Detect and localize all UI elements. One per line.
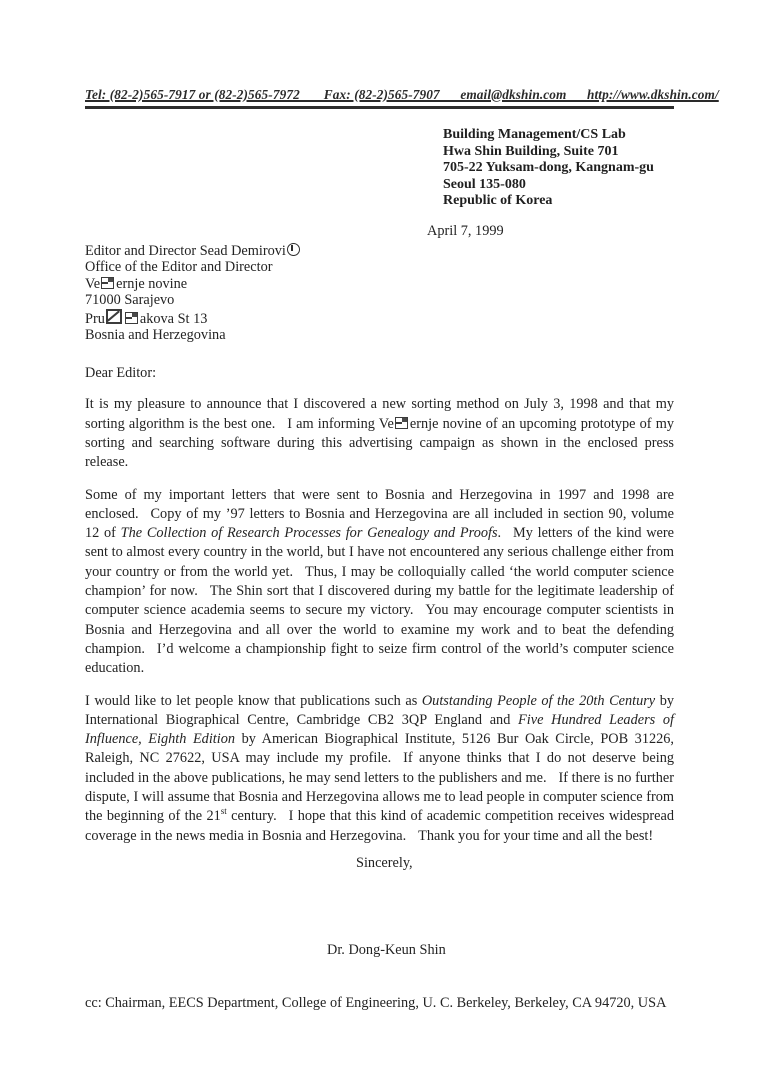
circle-mark-missing-glyph-icon <box>287 243 300 256</box>
text-run: I would like to let people know that publications such as <box>85 692 422 709</box>
recipient-line <box>85 243 674 259</box>
sender-address-line: 705-22 Yuksam-dong, Kangnam-gu <box>443 160 654 176</box>
body-paragraph-2 <box>85 486 674 679</box>
body-paragraph-1 <box>85 395 674 472</box>
text-run: st <box>220 806 227 817</box>
sender-address-block <box>443 127 674 210</box>
text-run: by American Biographical Institute, 5126 Bur Oak Circle, POB 31226, Raleigh, NC 27622, USA may include my profile. If anyone thinks that I do not deserve being included in the above publications, he may send letters to the publishers and me. If there is no further dispute, I will assume that Bosnia and Herzegovina allows me to lead people in computer science from the beginning of the 21 <box>85 731 674 825</box>
date-line: April 7, 1999 <box>427 222 504 239</box>
text-run: ernje novine <box>116 275 188 292</box>
box-diag-missing-glyph-icon <box>106 309 122 324</box>
recipient-line <box>85 309 674 327</box>
text-run: akova St 13 <box>139 310 208 327</box>
sender-address-line: Hwa Shin Building, Suite 701 <box>443 143 619 159</box>
text-run: century. I hope that this kind of academic competition receives widespread coverage in the news media in Bosnia and Herzegovina. Thank you for your time and all the best! <box>85 808 674 844</box>
box-dash-missing-glyph-icon <box>125 312 138 324</box>
sender-address-line: Seoul 135-080 <box>443 176 526 192</box>
letter-content <box>85 86 719 1012</box>
body-paragraph-3 <box>85 692 674 846</box>
recipient-line <box>85 327 674 343</box>
letterhead-contact-text: Tel: (82-2)565-7917 or (82-2)565-7972 Fax: (82-2)565-7907 email@dkshin.com http://www.dkshin.com/ <box>85 87 719 102</box>
text-run: by International Biographical Centre, Cambridge CB2 3QP England and <box>85 692 674 728</box>
text-run: Outstanding People of the 20th Century <box>421 692 656 709</box>
salutation: Dear Editor: <box>85 365 157 382</box>
recipient-line <box>85 292 674 308</box>
text-run: Office of the Editor and Director <box>85 259 273 276</box>
signature-name: Dr. Dong-Keun Shin <box>327 941 446 958</box>
cc-line: cc: Chairman, EECS Department, College of Engineering, U. C. Berkeley, Berkeley, CA 94720, USA <box>85 994 667 1011</box>
text-run: . My letters of the kind were sent to almost every country in the world, but I have not encountered any serious challenge either from your country or from the world yet. Thus, I may be colloquially called ‘the world computer science champion’ for now. The Shin sort that I discovered during my battle for the legitimate leadership of computer science academia seems to secure my victory. You may encourage computer scientists in Bosnia and Herzegovina and all over the world to examine my work and to beat the defending champion. I’d welcome a championship fight to seize firm control of the world’s computer science education. <box>85 525 674 677</box>
text-run: Ve <box>85 275 101 292</box>
text-run: 71000 Sarajevo <box>85 292 175 309</box>
sender-address-line: Republic of Korea <box>443 193 553 209</box>
text-run: It is my pleasure to announce that I discovered a new sorting method on July 3, 1998 and that my sorting algorithm is the best one. I am informing Ve <box>85 396 674 432</box>
closing-valediction: Sincerely, <box>356 854 413 871</box>
recipient-address-block <box>85 243 674 343</box>
text-run: Bosnia and Herzegovina <box>85 327 226 343</box>
box-dash-missing-glyph-icon <box>101 277 114 289</box>
box-dash-missing-glyph-icon <box>395 417 408 429</box>
text-run: ernje novine of an upcoming prototype of my sorting and searching software during this advertising campaign as shown in the enclosed press release. <box>85 415 674 471</box>
text-run: Some of my important letters that were sent to Bosnia and Herzegovina in 1997 and 1998 are enclosed. Copy of my ’97 letters to Bosnia and Herzegovina are all included in section 90, volume 12 of <box>85 486 674 542</box>
recipient-line <box>85 259 674 275</box>
text-run: The Collection of Research Processes for Genealogy and Proofs <box>120 525 498 542</box>
sender-address-line: Building Management/CS Lab <box>443 127 626 142</box>
text-run: Five Hundred Leaders of Influence, Eighth Edition <box>85 711 675 748</box>
letterhead-contact-rule <box>85 86 719 109</box>
text-run: Pru <box>85 310 105 327</box>
recipient-line <box>85 276 674 292</box>
text-run: Editor and Director Sead Demirovi <box>85 242 286 259</box>
